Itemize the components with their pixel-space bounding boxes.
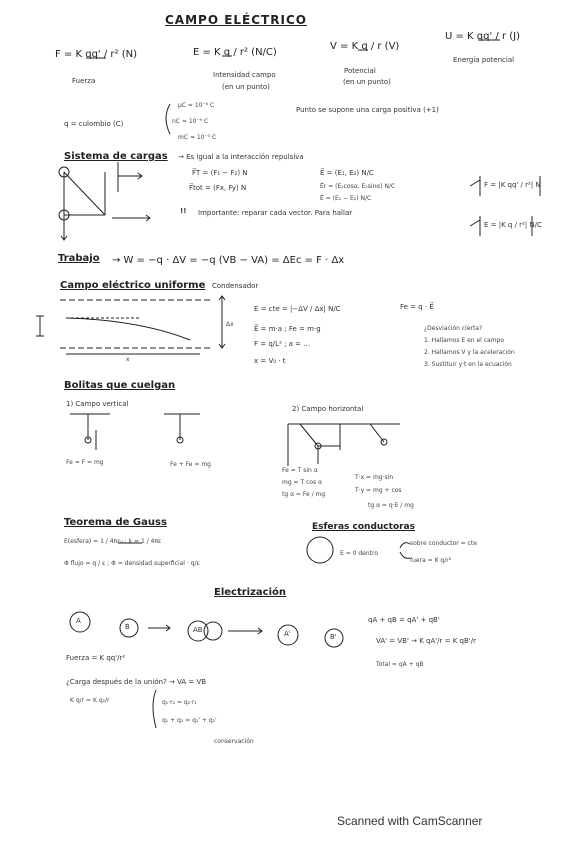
bolitas-c2-eq1: Fe = T sin α bbox=[282, 467, 318, 474]
electrizacion-eq2: qA + qB = qA' + qB' bbox=[368, 616, 440, 624]
energy-formula: U = K qq' / r (J) bbox=[445, 31, 521, 42]
potential-formula: V = K q / r (V) bbox=[330, 41, 400, 52]
page-title: CAMPO ELÉCTRICO bbox=[165, 13, 307, 27]
force-label: Fuerza bbox=[72, 77, 96, 85]
warning-icon: !! bbox=[180, 207, 187, 215]
uniforme-q4: 3. Sustituir y·t en la ecuación bbox=[424, 361, 512, 368]
sistema-eq1: F⃗T = (F₁ − F₂) N bbox=[192, 169, 248, 177]
conductoras-2: sobre conductor = cte bbox=[410, 540, 477, 547]
unit-nano: nC = 10⁻⁹ C bbox=[172, 118, 209, 125]
conductoras-heading: Esferas conductoras bbox=[312, 522, 415, 532]
uniforme-q3: 2. Hallamos V y la aceleración bbox=[424, 349, 515, 356]
bolitas-heading: Bolitas que cuelgan bbox=[64, 380, 176, 391]
uniforme-eq5: x = V₀ · t bbox=[254, 357, 286, 365]
electrizacion-note: conservación bbox=[214, 738, 254, 745]
scanner-watermark: Scanned with CamScanner bbox=[337, 814, 483, 828]
bolitas-c2-eq6: tg α = q·E / mg bbox=[368, 502, 414, 509]
trabajo-heading: Trabajo bbox=[58, 253, 100, 264]
force-formula: F = K qq' / r² (N) bbox=[55, 49, 137, 60]
potential-label: Potencial bbox=[344, 67, 376, 75]
unit-micro: μC = 10⁻⁶ C bbox=[178, 102, 215, 109]
electrizacion-question: ¿Carga después de la unión? → VA = VB bbox=[66, 678, 207, 686]
bolitas-c1-eq: Fe = F = mg bbox=[66, 459, 104, 466]
sistema-heading: Sistema de cargas bbox=[64, 151, 168, 162]
uniforme-sub: Condensador bbox=[212, 282, 259, 290]
uniforme-eq4: F = q/L² ; a = ... bbox=[254, 340, 310, 348]
sistema-eq3: E⃗ = (E₁, E₂) N/C bbox=[320, 169, 374, 177]
bolitas-c2: 2) Campo horizontal bbox=[292, 405, 364, 413]
bolitas-c1: 1) Campo vertical bbox=[66, 400, 129, 408]
electrizacion-sol3: q₁ + q₂ = q₁' + q₂' bbox=[162, 717, 217, 724]
potential-label-2: (en un punto) bbox=[343, 78, 391, 86]
electrizacion-heading: Electrización bbox=[214, 587, 287, 598]
field-formula: E = K q / r² (N/C) bbox=[193, 47, 277, 58]
circle-a2-label: A' bbox=[284, 630, 291, 638]
uniforme-eq2: Fe = q · E⃗ bbox=[400, 303, 434, 311]
electrizacion-eq1: Fuerza = K qq'/r² bbox=[66, 654, 126, 662]
sistema-eq4: E⃗r = (E₁cosα, E₂sinα) N/C bbox=[320, 183, 396, 190]
gauss-eq1: E(esfera) = 1 / 4πε₀ ; k = 1 / 4πε bbox=[64, 538, 162, 545]
unit-milli: mC = 10⁻³ C bbox=[178, 134, 217, 141]
circle-a-label: A bbox=[76, 617, 81, 625]
field-label: Intensidad campo bbox=[213, 71, 276, 79]
circle-b-label: B bbox=[125, 623, 130, 631]
electrizacion-sol1: K q/r = K q₂/r bbox=[70, 697, 110, 704]
bolitas-c1-eq2: Fe + Fe = mg bbox=[170, 461, 211, 468]
sistema-mod2: F = |K qq' / r²| N bbox=[484, 181, 541, 189]
circle-ab-label: AB bbox=[193, 626, 203, 634]
uniforme-dx-label: Δx bbox=[226, 321, 234, 328]
electrizacion-eq4: Total = qA + qB bbox=[376, 661, 424, 668]
energy-label: Energía potencial bbox=[453, 56, 515, 64]
circle-b2-label: B' bbox=[330, 633, 337, 641]
bolitas-c2-eq3: tg α = Fe / mg bbox=[282, 491, 326, 498]
sistema-eq2: F⃗tot = (Fx, Fy) N bbox=[189, 184, 247, 192]
sistema-important: Importante: reparar cada vector. Para hallar bbox=[198, 209, 353, 217]
charge-label: q = culombio (C) bbox=[64, 120, 124, 128]
charge-note: Punto se supone una carga positiva (+1) bbox=[296, 106, 439, 114]
uniforme-q2: 1. Hallamos E en el campo bbox=[424, 337, 505, 344]
field-label-2: (en un punto) bbox=[222, 83, 270, 91]
uniforme-eq1: E = cte = |−ΔV / Δx| N/C bbox=[254, 305, 341, 313]
sistema-desc: → Es igual a la interacción repulsiva bbox=[178, 153, 304, 161]
trabajo-eq: → W = −q · ΔV = −q (VB − VA) = ΔEc = F · Δx bbox=[112, 255, 345, 266]
conductoras-1: E = 0 dentro bbox=[340, 550, 379, 557]
bolitas-c2-eq2: mg = T cos α bbox=[282, 479, 323, 486]
bolitas-c2-eq4: T·x = mg·sin bbox=[355, 474, 394, 481]
uniforme-eq3: E⃗ = m·a ; Fe = m·g bbox=[254, 325, 321, 333]
conductoras-3: fuera = K q/r² bbox=[410, 557, 452, 564]
uniforme-heading: Campo eléctrico uniforme bbox=[60, 280, 206, 291]
gauss-heading: Teorema de Gauss bbox=[64, 517, 167, 528]
electrizacion-eq3: VA' = VB' → K qA'/r = K qB'/r bbox=[376, 637, 476, 645]
sistema-eq5: E⃗ = (E₁ − E₂) N/C bbox=[320, 195, 372, 202]
sistema-mod1: E = |K q / r²| N/C bbox=[484, 221, 542, 229]
uniforme-q1: ¿Desviación cierta? bbox=[424, 325, 483, 332]
bolitas-c2-eq5: T·y = mg + cos bbox=[355, 487, 402, 494]
electrizacion-sol2: q₁·r₂ = q₂·r₁ bbox=[162, 699, 197, 706]
uniforme-x-label: x bbox=[126, 356, 130, 363]
gauss-eq2: Φ flujo = q / ε ; Φ = densidad superficial · q/ε bbox=[64, 560, 200, 567]
